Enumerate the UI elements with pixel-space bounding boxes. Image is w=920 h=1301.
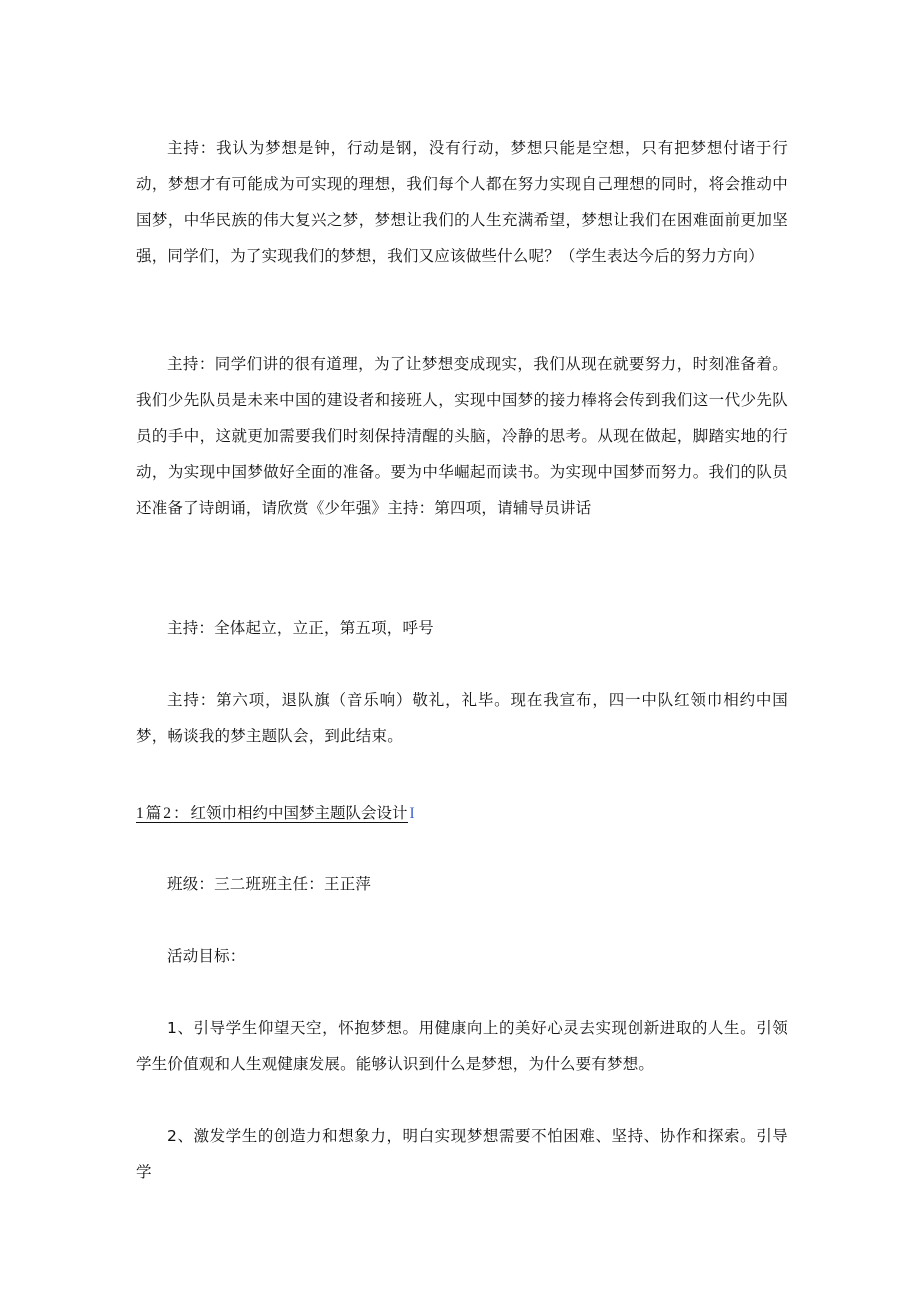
paragraph-host-dream: 主持：我认为梦想是钟，行动是钢，没有行动，梦想只能是空想，只有把梦想付诸于行动，梦想才有可能成为可实现的理想，我们每个人都在努力实现自己理想的同时，将会推动中国梦，中华民族的伟大复兴之梦，梦想让我们的人生充满希望，梦想让我们在困难面前更加坚强，同学们，为了实现我们的梦想，我们又应该做些什么呢？（学生表达今后的努力方向） bbox=[136, 139, 788, 265]
goal-item-2: 2、激发学生的创造力和想象力，明白实现梦想需要不怕困难、坚持、协作和探索。引导学 bbox=[136, 1127, 788, 1181]
goal-item-1: 1、引导学生仰望天空，怀抱梦想。用健康向上的美好心灵去实现创新进取的人生。引领学生价值观和人生观健康发展。能够认识到什么是梦想，为什么要有梦想。 bbox=[136, 1019, 788, 1073]
section-title: 红领巾相约中国梦主题队会设计 bbox=[190, 805, 408, 822]
section-heading bbox=[136, 802, 788, 826]
paragraph-host-closing: 主持：第六项，退队旗（音乐响）敬礼，礼毕。现在我宣布，四一中队红领巾相约中国梦，畅谈我的梦主题队会，到此结束。 bbox=[136, 691, 788, 745]
section-prefix: 1篇2： bbox=[136, 805, 191, 822]
section-heading-text bbox=[136, 805, 408, 823]
paragraph-host-stand: 主持：全体起立，立正，第五项，呼号 bbox=[167, 619, 434, 637]
paragraph-host-effort: 主持：同学们讲的很有道理，为了让梦想变成现实，我们从现在就要努力，时刻准备着。我们少先队员是未来中国的建设者和接班人，实现中国梦的接力棒将会传到我们这一代少先队员的手中，这就更加需要我们时刻保持清醒的头脑，冷静的思考。从现在做起，脚踏实地的行动，为实现中国梦做好全面的准备。要为中华崛起而读书。为实现中国梦而努力。我们的队员还准备了诗朗诵，请欣赏《少年强》主持：第四项，请辅导员讲话 bbox=[136, 355, 788, 517]
goals-label: 活动目标： bbox=[167, 947, 246, 965]
class-info: 班级：三二班班主任：王正萍 bbox=[167, 875, 372, 893]
text-cursor-icon: I bbox=[409, 805, 415, 822]
